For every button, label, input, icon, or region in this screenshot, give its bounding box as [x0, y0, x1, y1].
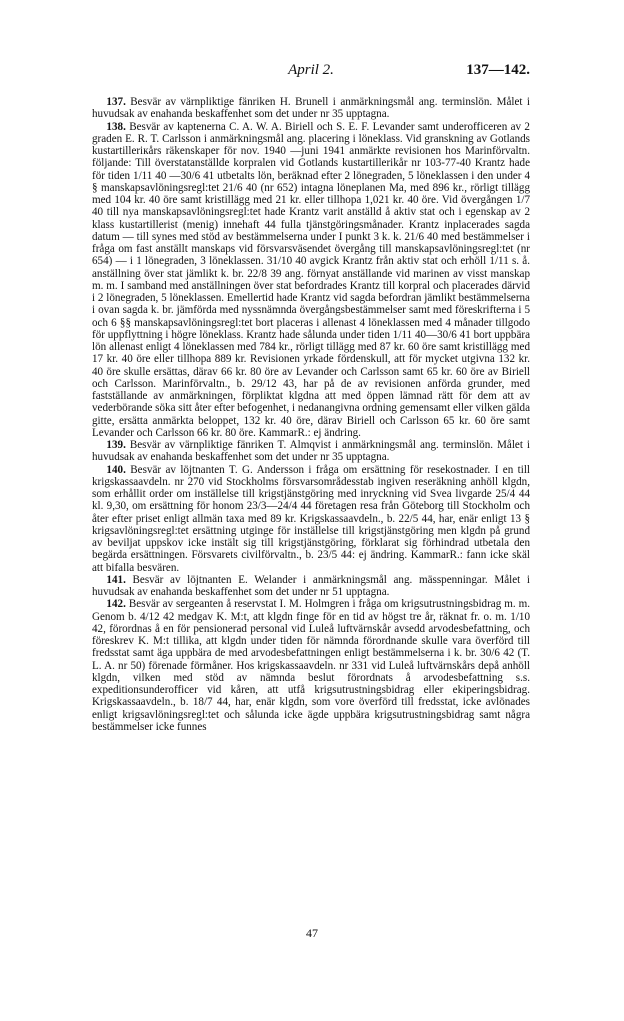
entry-text: Besvär av sergeanten å reservstat I. M. Holmgren i fråga om krigsutrustningsbidrag m. m. Genom b. 4/12 42 medgav K. M:t, att klgdn finge för en tid av högst tre år, räknat fr. o. m. 1/10 42, förordnas å en för pensionerad personal vid Luleå luftvärnskår avsedd arvodesbefattning, och föreskrev K. M:t tillika, att klgdn under tiden för nämnda förordnande skulle vara överförd till fredsstat samt äga uppbära de med arvodesbefattningen enligt bestämmelserna i k. br. 30/6 42 (T. L. A. nr 50) förenade förmåner. Hos krigskassaavdeln. nr 331 vid Luleå luftvärnskårs depå anhöll klgdn, vilken med stöd av nämnda beslut förordnats å arvodesbefattning s.s. expeditionsunderofficer vid kåren, att utfå krigsutrustningsbidrag eller ekiperingsbidrag. Krigskassaavdeln., b. 18/7 44, har, enär klgdn, som vore överförd till fredsstat, icke avlönades enligt krigsavlöningsregl:tet och sålunda icke ägde uppbära krigsutrustningsbidrag samt några bestämmelser icke funnes: [92, 598, 530, 733]
document-body: [92, 96, 530, 733]
entry-number: 140.: [106, 463, 126, 476]
header-case-range: 137—142.: [466, 62, 530, 78]
page-header: [92, 62, 530, 82]
entry-141: [92, 574, 530, 599]
entry-138: [92, 121, 530, 440]
entry-text: Besvär av kaptenerna C. A. W. A. Biriell och S. E. F. Levander samt underofficeren av 2 graden E. R. T. Carlsson i anmärkningsmål ang. placering i löneklass. Vid granskning av Gotlands kustartilleriкårs räkenskaper för nov. 1940 —juni 1941 anmärkte revisionen hos Marinförvaltn. följande: Till överstatanställde korpralen vid Gotlands kustartillerikår nr 103-77-40 Krantz hade för tiden 1/11 40 —30/6 41 utbetalts lön, beräknad efter 2 lönegraden, 5 löneklassen i den under 4 § manskapsavlöningsregl:tet 21/6 40 (nr 652) intagna löneplanen Ma, med 896 kr., rörligt tillägg med 104 kr. 40 öre samt kristillägg med 21 kr. eller tillhopa 1,021 kr. 40 öre. Vid övergången 1/7 40 till nya manskapsavlöningsregl:tet hade Krantz varit anställd å aktiv stat och i egenskap av 2 klass kustartillerist (menig) innehaft 44 fulla tjänstgöringsmånader. Krantz inplacerades sagda datum — till synes med stöd av bestämmelserna under I punkt 3 k. k. 21/6 40 med bestämmelser i fråga om fast anställt manskaps vid försvarsväsendet övergång till manskapsavlöningsregl:tet (nr 654) — i 1 lönegraden, 3 löneklassen. 31/10 40 avgick Krantz från aktiv stat och erhöll 1/11 s. å. anställning över stat jämlikt k. br. 22/8 39 ang. förnyat anställande vid marinen av visst manskap m. m. I samband med anställningen över stat befordrades Krantz till korpral och placerades därvid i 2 lönegraden, 5 löneklassen. Emellertid hade Krantz vid sagda befordran jämlikt bestämmelserna i ovan sagda k. br. jämförda med nyssnämnda övergångsbestämmelser samt med föreskrifterna i 5 och 6 §§ manskapsavlöningsregl:tet bort placeras i allenast 4 löneklassen med 4 månader tillgodo för uppflyttning i högre löneklass. Krantz hade sålunda under tiden 1/11 40—30/6 41 bort uppbära lön allenast enligt 4 löneklassen med 784 kr., rörligt tillägg med 87 kr. 60 öre samt kristillägg med 17 kr. 40 öre eller tillhopa 889 kr. Revisionen yrkade fördenskull, att för mycket utgivna 132 kr. 40 öre skulle ersättas, därav 66 kr. 80 öre av Levander och Carlsson samt 65 kr. 60 öre av Biriell och Carlsson. Marinförvaltn., b. 29/12 43, har på de av revisionen anförda grunder, med fastställande av anmärkningen, förpliktat klgdna att med öppen lämnad rätt för dem att av vederbörande söka sitt åter efter befogenhet, i nedanangivna ordning gemensamt eller vilken gälda gitte, ersätta anmärkta beloppet, 132 kr. 40 öre, därav Biriell och Carlsson 65 kr. 60 öre samt Levander och Carlsson 66 kr. 80 öre. KammarR.: ej ändring.: [92, 120, 530, 439]
entry-text: Besvär av löjtnanten T. G. Andersson i fråga om ersättning för resekostnader. I en till krigskassaavdeln. nr 270 vid Stockholms försvarsområdesstab ingiven reseräkning anhöll klgdn, som erhållit order om inställelse till krigstjänstgöring med inryckning vid Svea livgarde 25/4 44 kl. 9,30, om ersättning för honom 23/3—24/4 44 företagen resa från Göteborg till Stockholm och åter efter priset enligt allmän taxa med 89 kr. Krigskassaavdeln., b. 22/5 44, har, enär enligt 13 § krigsavlöningsregl:tet ersättning utginge för inställelse till krigstjänstgöring men klgdn på grund av beviljat uppskov icke instält sig till krigstjänstgöring, förklarat sig förhindrad utbetala den begärda ersättningen. Försvarets civilförvaltn., b. 23/5 44: ej ändring. KammarR.: fann icke skäl att bifalla besvären.: [92, 463, 530, 574]
entry-number: 142.: [106, 598, 126, 611]
entry-text: Besvär av värnpliktige fänriken T. Almqvist i anmärkningsmål ang. terminslön. Målet i huvudsak av enahanda beskaffenhet som det under nr 35 upptagna.: [92, 439, 530, 464]
entry-number: 141.: [106, 573, 126, 586]
entry-142: [92, 598, 530, 733]
entry-139: [92, 439, 530, 464]
entry-137: [92, 96, 530, 121]
header-date: April 2.: [288, 62, 334, 78]
entry-number: 138.: [106, 120, 126, 133]
entry-text: Besvär av värnpliktige fänriken H. Brunell i anmärkningsmål ang. terminslön. Målet i huvudsak av enahanda beskaffenhet som det under nr 35 upptagna.: [92, 96, 530, 121]
entry-140: [92, 464, 530, 574]
entry-text: Besvär av löjtnanten E. Welander i anmärkningsmål ang. mässpenningar. Målet i huvudsak av enahanda beskaffenhet som det under nr 51 upptagna.: [92, 573, 530, 598]
page-number: 47: [306, 926, 318, 940]
entry-number: 137.: [106, 96, 126, 108]
entry-number: 139.: [106, 439, 126, 451]
